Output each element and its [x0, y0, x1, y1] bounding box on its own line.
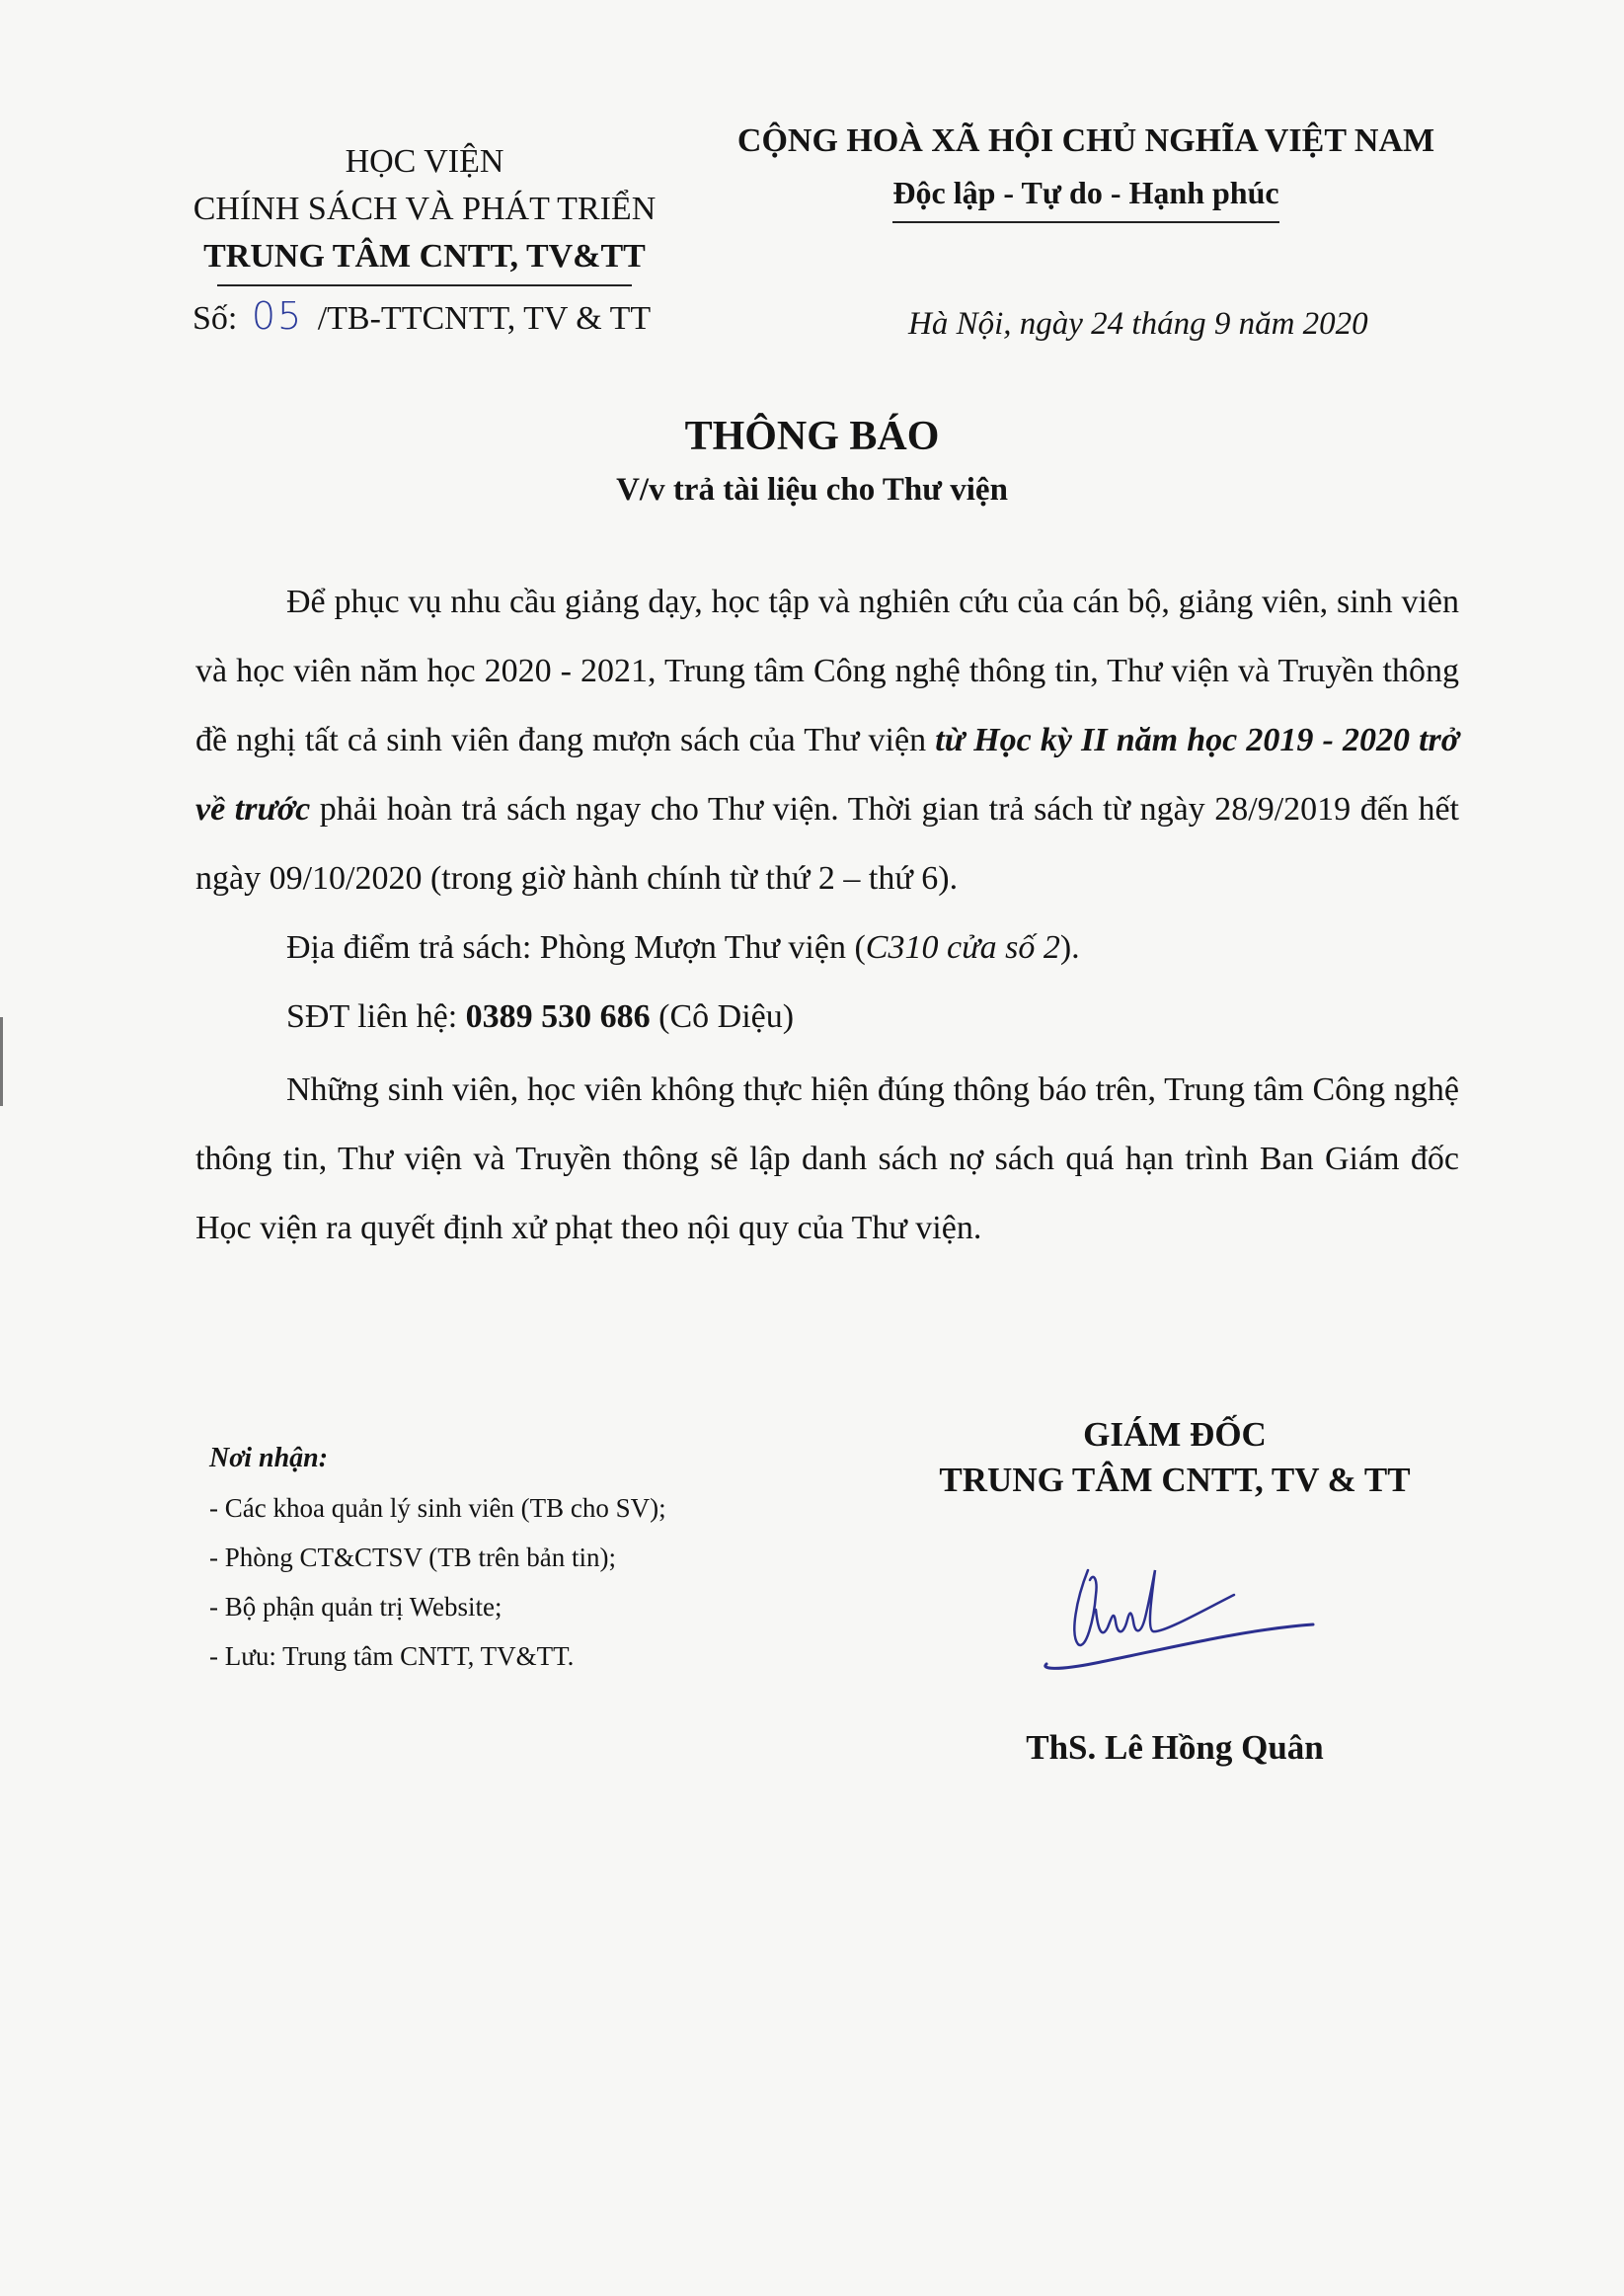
issue-date: Hà Nội, ngày 24 tháng 9 năm 2020 — [908, 306, 1368, 342]
recipients-heading: Nơi nhận: — [209, 1443, 329, 1473]
notice-subject: V/v trả tài liệu cho Thư viện — [616, 472, 1008, 508]
notice-body — [195, 568, 1459, 1263]
handwritten-number: 05 — [251, 294, 304, 338]
national-motto: Độc lập - Tự do - Hạnh phúc — [892, 166, 1278, 223]
issuer-block — [148, 138, 701, 343]
signer-name: ThS. Lê Hồng Quân — [1026, 1728, 1324, 1767]
paragraph-location — [195, 913, 1459, 983]
document-number — [148, 292, 701, 343]
recipient-item: - Các khoa quản lý sinh viên (TB cho SV); — [209, 1493, 666, 1523]
location-label: Địa điểm trả sách: Phòng Mượn Thư viện ( — [286, 929, 866, 966]
location-end: ). — [1059, 929, 1080, 966]
issuer-line-1: HỌC VIỆN — [345, 143, 504, 180]
signer-role: GIÁM ĐỐC — [1083, 1415, 1267, 1454]
issuer-line-3: TRUNG TÂM CNTT, TV&TT — [203, 238, 646, 275]
number-prefix: Số: — [193, 300, 238, 337]
paragraph-contact — [195, 983, 1459, 1052]
paragraph-penalty: Những sinh viên, học viên không thực hiện đúng thông báo trên, Trung tâm Công nghệ thông tin, Thư viện và Truyền thông sẽ lập danh sách nợ sách quá hạn trình Ban Giám đốc Học viện ra quyết định xử phạt theo nội quy của Thư viện. — [195, 1071, 1459, 1246]
issuer-underline — [217, 284, 632, 286]
recipient-item: - Bộ phận quản trị Website; — [209, 1592, 503, 1622]
recipient-item: - Lưu: Trung tâm CNTT, TV&TT. — [209, 1641, 575, 1671]
issuer-line-2: CHÍNH SÁCH VÀ PHÁT TRIỂN — [193, 191, 657, 227]
paragraph-1-text-c: phải hoàn trả sách ngay cho Thư viện. Thời gian trả sách từ ngày 28/9/2019 đến hết ngày 09/10/2020 (trong giờ hành chính từ thứ 2 – thứ 6). — [195, 791, 1459, 897]
national-header — [691, 117, 1481, 223]
contact-person: (Cô Diệu) — [650, 998, 795, 1035]
location-room: C310 cửa số 2 — [865, 929, 1060, 966]
contact-label: SĐT liên hệ: — [286, 998, 466, 1035]
notice-title: THÔNG BÁO — [684, 414, 940, 459]
contact-phone: 0389 530 686 — [465, 998, 651, 1035]
handwritten-signature — [1037, 1541, 1333, 1689]
signer-organization: TRUNG TÂM CNTT, TV & TT — [939, 1461, 1411, 1499]
recipients-block — [209, 1434, 802, 1681]
paragraph-1 — [195, 568, 1459, 913]
signature-block — [869, 1412, 1481, 1767]
paragraph-1-emphasis: từ Học kỳ II năm học 2019 - 2020 trở về trước — [195, 722, 1460, 828]
country-title: CỘNG HOÀ XÃ HỘI CHỦ NGHĨA VIỆT NAM — [736, 122, 1435, 159]
scan-edge-mark — [0, 1017, 3, 1106]
paragraph-1-text-a: Để phục vụ nhu cầu giảng dạy, học tập và nghiên cứu của cán bộ, giảng viên, sinh viên và học viên năm học 2020 - 2021, Trung tâm Công nghệ thông tin, Thư viện và Truyền thông đề nghị tất cả sinh viên đang mượn sách của Thư viện — [195, 584, 1459, 758]
recipient-item: - Phòng CT&CTSV (TB trên bản tin); — [209, 1543, 616, 1572]
number-suffix: /TB-TTCNTT, TV & TT — [317, 300, 652, 337]
